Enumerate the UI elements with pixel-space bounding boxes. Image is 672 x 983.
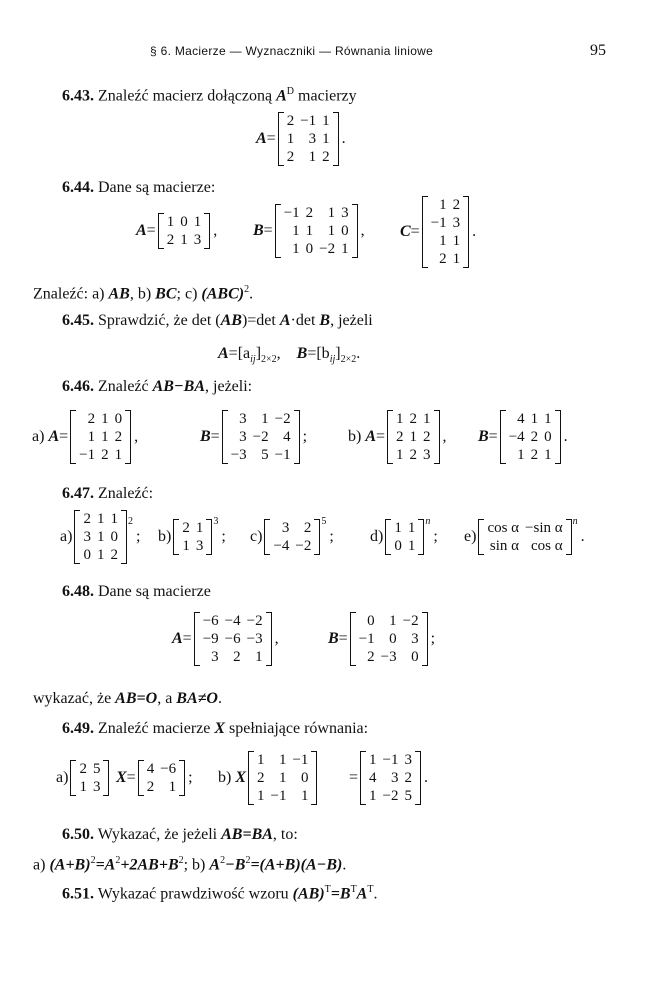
matrix-cell: 1 <box>327 205 336 221</box>
matrix-cell: 1 <box>168 779 177 795</box>
matrix-cell: −6 <box>160 761 177 777</box>
matrix-cell: 1 <box>101 429 109 445</box>
matrix-cell: 3 <box>281 520 290 536</box>
matrix-cell: 3 <box>341 205 349 221</box>
matrix-cell: 2 <box>404 770 412 786</box>
matrix-cell: −4 <box>273 538 290 554</box>
matrix-cell: 0 <box>114 411 123 427</box>
matrix-cell: 1 <box>407 520 416 536</box>
matrix-cell: 1 <box>369 788 377 804</box>
matrix-cell: 2 <box>87 411 96 427</box>
matrix-cell: 5 <box>92 761 101 777</box>
matrix-cell: −3 <box>380 649 397 665</box>
matrix-brackets <box>158 213 211 249</box>
matrix-label: B= <box>253 222 273 239</box>
matrix-cell: sin α <box>489 538 520 554</box>
matrix-6-44-a <box>136 213 217 249</box>
matrix-6-49-b-right <box>349 751 428 805</box>
matrix-6-47-c <box>250 515 334 555</box>
matrix-cell: cos α <box>487 520 520 536</box>
matrix-6-46-b-B <box>478 410 568 464</box>
matrix-6-49-b-left <box>218 751 317 805</box>
matrix-cell: 1 <box>96 547 105 563</box>
matrix-cell: 3 <box>423 447 431 463</box>
matrix-cell: 0 <box>305 241 314 257</box>
matrix-power: 3 <box>213 515 219 527</box>
matrix-cell: 1 <box>396 411 404 427</box>
matrix-cell: 0 <box>544 429 552 445</box>
matrix-label: c) <box>250 528 263 545</box>
problem-6-48: 6.48. Dane są macierze <box>62 583 211 600</box>
matrix-cell: 1 <box>87 429 96 445</box>
matrix-cell: 1 <box>255 649 263 665</box>
matrix-6-46-a-A <box>32 410 138 464</box>
matrix-punct: . <box>563 428 568 445</box>
matrix-brackets <box>70 410 131 464</box>
matrix-label: B= <box>478 428 498 445</box>
matrix-label: a) <box>56 769 69 786</box>
matrix-6-47-e <box>464 515 585 555</box>
matrix-cell: 1 <box>396 447 404 463</box>
matrix-cell: −sin α <box>525 520 563 536</box>
matrix-cell: 1 <box>305 223 314 239</box>
matrix-6-44-b <box>253 204 365 258</box>
matrix-cell: 2 <box>286 149 295 165</box>
matrix-cell: 1 <box>261 411 269 427</box>
matrix-brackets <box>74 510 127 564</box>
matrix-punct: ; <box>188 769 193 786</box>
matrix-label: a) A= <box>32 428 69 445</box>
matrix-cell: −2 <box>319 241 336 257</box>
matrix-cell: 2 <box>423 429 431 445</box>
matrix-cell: −2 <box>382 788 399 804</box>
matrix-brackets <box>360 751 421 805</box>
matrix-6-47-a <box>60 510 140 564</box>
matrix-label: A= <box>172 630 192 647</box>
matrix-label: X= <box>116 769 136 786</box>
matrix-brackets <box>248 751 317 805</box>
matrix-label: b) <box>158 528 172 545</box>
matrix-punct: ; <box>135 528 141 545</box>
matrix-cell: 1 <box>327 223 336 239</box>
matrix-cell: −2 <box>252 429 269 445</box>
matrix-6-47-d <box>370 515 438 555</box>
matrix-cell: 1 <box>423 411 431 427</box>
matrix-cell: 0 <box>389 631 397 647</box>
matrix-cell: 1 <box>452 233 461 249</box>
matrix-punct: , <box>274 630 279 647</box>
matrix-brackets <box>275 204 358 258</box>
matrix-cell: −1 <box>292 752 309 768</box>
matrix-cell: 4 <box>283 429 291 445</box>
matrix-brackets <box>422 196 469 268</box>
matrix-cell: 2 <box>439 251 447 267</box>
matrix-cell: 0 <box>83 547 91 563</box>
matrix-power: 5 <box>321 515 327 527</box>
problem-6-43: 6.43. Znaleźć macierz dołączoną $A^D$ macierzy <box>62 86 357 105</box>
matrix-cell: 1 <box>530 411 539 427</box>
problem-6-44-task: Znaleźć: a) AB, b) BC; c) (ABC)$^2$. <box>33 284 254 303</box>
matrix-cell: 0 <box>180 214 188 230</box>
matrix-label: A= <box>256 130 276 147</box>
matrix-cell: 1 <box>407 538 416 554</box>
matrix-cell: −3 <box>246 631 263 647</box>
matrix-cell: 2 <box>110 547 118 563</box>
matrix-cell: 3 <box>391 770 399 786</box>
matrix-cell: 2 <box>396 429 404 445</box>
matrix-cell: 1 <box>114 447 123 463</box>
problem-6-50-task: a) $(A+B)^2=A^2+2AB+B^2$; b) $A^2-B^2=(A+B)(A-B)$. <box>33 855 347 874</box>
matrix-cell: 1 <box>439 197 447 213</box>
matrix-cell: 1 <box>257 752 265 768</box>
matrix-brackets <box>222 410 300 464</box>
matrix-cell: 0 <box>367 613 375 629</box>
matrix-cell: −9 <box>202 631 219 647</box>
matrix-cell: 1 <box>101 411 109 427</box>
matrix-cell: 1 <box>193 214 202 230</box>
problem-6-50: 6.50. Wykazać, że jeżeli AB=BA, to: <box>62 826 298 843</box>
matrix-cell: −6 <box>202 613 219 629</box>
problem-6-45-formula: $A=[a_{ij}]_{2\times 2}$, $B=[b_{ij}]_{2\times 2}$. <box>218 345 361 366</box>
matrix-cell: 2 <box>367 649 375 665</box>
matrix-cell: −6 <box>224 631 241 647</box>
matrix-cell: 0 <box>341 223 349 239</box>
matrix-cell: 5 <box>261 447 269 463</box>
matrix-brackets <box>500 410 561 464</box>
running-header <box>0 44 672 64</box>
matrix-cell: 3 <box>239 429 247 445</box>
matrix-label: a) <box>60 528 73 545</box>
matrix-cell: 1 <box>300 788 309 804</box>
matrix-cell: −1 <box>283 205 300 221</box>
matrix-6-46-a-B <box>200 410 307 464</box>
matrix-cell: 1 <box>180 232 188 248</box>
matrix-cell: 3 <box>239 411 247 427</box>
problem-6-49: 6.49. Znaleźć macierze X spełniające równania: <box>62 720 369 737</box>
matrix-cell: −2 <box>402 613 419 629</box>
matrix-power: n <box>425 515 431 527</box>
matrix-punct: . <box>472 223 477 240</box>
matrix-cell: −3 <box>230 447 247 463</box>
matrix-cell: 2 <box>166 232 175 248</box>
matrix-brackets <box>385 519 424 555</box>
matrix-punct: . <box>424 769 428 786</box>
problem-6-47: 6.47. Znaleźć: <box>62 485 154 502</box>
matrix-6-49-a-left <box>56 760 109 796</box>
matrix-cell: 1 <box>517 447 525 463</box>
matrix-cell: 1 <box>278 770 287 786</box>
matrix-punct: . <box>580 528 585 545</box>
matrix-punct: , <box>442 428 447 445</box>
matrix-cell: −1 <box>300 113 317 129</box>
matrix-punct: ; <box>302 428 308 445</box>
matrix-cell: 2 <box>286 113 295 129</box>
matrix-brackets <box>350 612 428 666</box>
matrix-cell: 2 <box>452 197 461 213</box>
matrix-6-49-a-right <box>116 760 193 796</box>
matrix-cell: 3 <box>404 752 412 768</box>
matrix-label: d) <box>370 528 384 545</box>
matrix-brackets <box>278 112 339 166</box>
matrix-cell: 0 <box>411 649 419 665</box>
matrix-cell: 4 <box>517 411 525 427</box>
matrix-brackets <box>478 519 571 555</box>
matrix-6-46-b-A <box>348 410 447 464</box>
matrix-cell: 1 <box>110 511 118 527</box>
matrix-brackets <box>387 410 440 464</box>
matrix-cell: 2 <box>530 429 539 445</box>
matrix-cell: 0 <box>110 529 118 545</box>
matrix-punct: , <box>213 222 218 239</box>
matrix-label: A= <box>136 222 156 239</box>
matrix-cell: 2 <box>409 411 418 427</box>
matrix-cell: 0 <box>394 538 402 554</box>
matrix-cell: 1 <box>452 251 461 267</box>
matrix-6-44-c <box>400 196 476 268</box>
matrix-cell: 1 <box>195 520 204 536</box>
problem-6-45: 6.45. Sprawdzić, że det (AB)=det A·det B, jeżeli <box>62 312 373 329</box>
matrix-cell: −2 <box>295 538 312 554</box>
matrix-cell: 1 <box>292 223 300 239</box>
matrix-cell: 1 <box>544 447 552 463</box>
matrix-cell: 3 <box>83 529 91 545</box>
matrix-power: 2 <box>127 515 133 527</box>
matrix-cell: 3 <box>211 649 219 665</box>
matrix-cell: 1 <box>286 131 295 147</box>
matrix-cell: 1 <box>166 214 175 230</box>
matrix-cell: 1 <box>394 520 402 536</box>
problem-6-48-task: wykazać, że AB=O, a BA≠O. <box>33 690 222 707</box>
matrix-cell: 1 <box>409 429 418 445</box>
matrix-punct: ; <box>329 528 334 545</box>
matrix-cell: 0 <box>300 770 309 786</box>
matrix-cell: 2 <box>79 761 87 777</box>
matrix-cell: 2 <box>101 447 109 463</box>
matrix-cell: 1 <box>544 411 552 427</box>
matrix-cell: 1 <box>322 113 330 129</box>
matrix-cell: 2 <box>257 770 265 786</box>
matrix-6-48-A <box>172 612 279 666</box>
matrix-cell: 1 <box>439 233 447 249</box>
matrix-brackets <box>194 612 272 666</box>
matrix-cell: 2 <box>233 649 241 665</box>
matrix-cell: 1 <box>341 241 349 257</box>
matrix-cell: 1 <box>292 241 300 257</box>
matrix-cell: 3 <box>92 779 101 795</box>
matrix-brackets <box>70 760 109 796</box>
matrix-cell: 1 <box>308 149 317 165</box>
matrix-cell: 3 <box>411 631 419 647</box>
matrix-cell: −2 <box>274 411 291 427</box>
matrix-label: b) A= <box>348 428 386 445</box>
matrix-6-43 <box>256 112 346 166</box>
matrix-cell: 3 <box>193 232 202 248</box>
matrix-cell: 3 <box>195 538 204 554</box>
matrix-cell: 2 <box>409 447 418 463</box>
matrix-cell: 1 <box>322 131 330 147</box>
matrix-punct: ; <box>430 630 436 647</box>
matrix-punct: , <box>360 222 365 239</box>
matrix-cell: cos α <box>531 538 563 554</box>
matrix-cell: 2 <box>322 149 330 165</box>
matrix-cell: −1 <box>270 788 287 804</box>
matrix-cell: −1 <box>79 447 96 463</box>
problem-6-46: 6.46. Znaleźć AB−BA, jeżeli: <box>62 378 253 395</box>
matrix-cell: 1 <box>278 752 287 768</box>
matrix-cell: 2 <box>182 520 190 536</box>
matrix-cell: 2 <box>530 447 539 463</box>
matrix-cell: 2 <box>83 511 91 527</box>
running-title: § 6. Macierze — Wyznaczniki — Równania liniowe <box>150 44 434 58</box>
matrix-cell: 1 <box>257 788 265 804</box>
matrix-cell: 1 <box>96 511 105 527</box>
matrix-cell: −1 <box>274 447 291 463</box>
matrix-cell: −2 <box>246 613 263 629</box>
matrix-label: B= <box>200 428 220 445</box>
problem-6-44: 6.44. Dane są macierze: <box>62 179 216 196</box>
matrix-brackets <box>173 519 212 555</box>
matrix-cell: 1 <box>369 752 377 768</box>
matrix-power: n <box>572 515 578 527</box>
matrix-brackets <box>264 519 320 555</box>
matrix-cell: 3 <box>452 215 461 231</box>
matrix-cell: 1 <box>79 779 87 795</box>
matrix-cell: −4 <box>508 429 525 445</box>
matrix-cell: 4 <box>146 761 155 777</box>
matrix-cell: −1 <box>358 631 375 647</box>
matrix-brackets <box>138 760 185 796</box>
matrix-label: b) X <box>218 769 246 786</box>
matrix-6-48-B <box>328 612 435 666</box>
matrix-cell: −1 <box>430 215 447 231</box>
matrix-cell: 1 <box>389 613 397 629</box>
matrix-cell: 1 <box>182 538 190 554</box>
matrix-punct: . <box>341 130 346 147</box>
matrix-punct: ; <box>221 528 226 545</box>
matrix-cell: 5 <box>404 788 412 804</box>
matrix-cell: 2 <box>114 429 123 445</box>
matrix-label: C= <box>400 223 420 240</box>
page-number: 95 <box>590 42 606 59</box>
matrix-label: B= <box>328 630 348 647</box>
matrix-punct: , <box>134 428 139 445</box>
matrix-cell: 2 <box>305 205 314 221</box>
matrix-punct: ; <box>433 528 438 545</box>
matrix-6-47-b <box>158 515 226 555</box>
problem-6-51: 6.51. Wykazać prawdziwość wzoru $(AB)^T=B^TA^T$. <box>62 884 378 903</box>
matrix-cell: −4 <box>224 613 241 629</box>
matrix-cell: 2 <box>303 520 312 536</box>
matrix-label: e) <box>464 528 477 545</box>
matrix-cell: 4 <box>369 770 377 786</box>
matrix-cell: −1 <box>382 752 399 768</box>
matrix-cell: 2 <box>146 779 155 795</box>
matrix-cell: 1 <box>96 529 105 545</box>
matrix-label: = <box>349 769 359 786</box>
matrix-cell: 3 <box>308 131 317 147</box>
